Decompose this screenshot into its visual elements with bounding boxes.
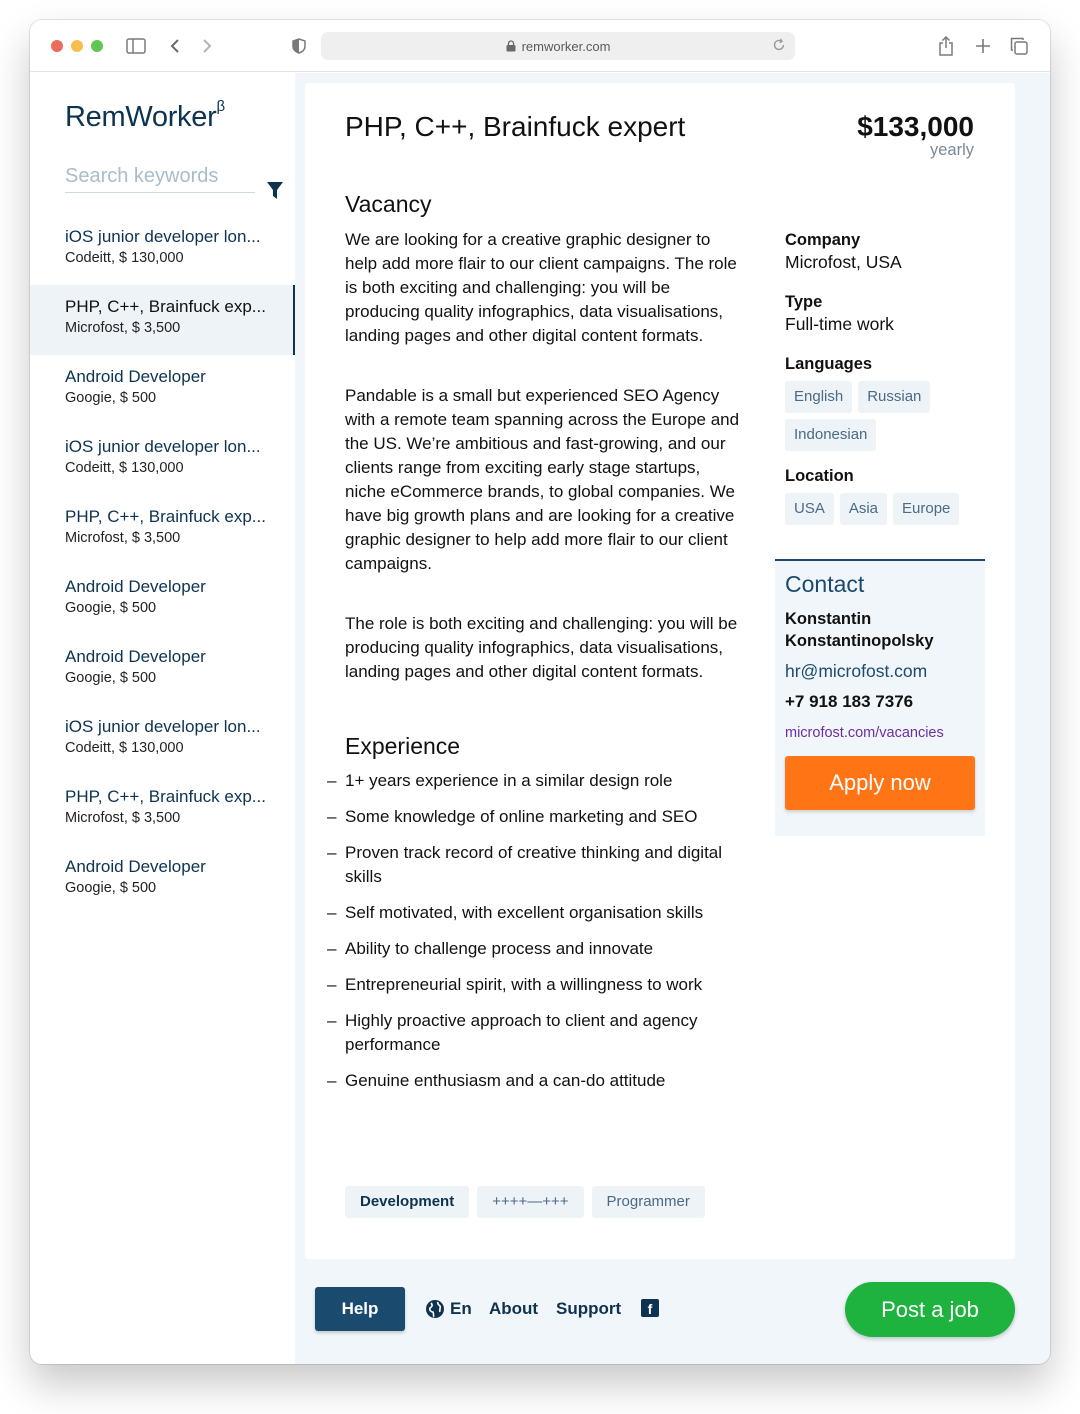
language-chip[interactable]: Indonesian bbox=[785, 419, 876, 451]
sidebar-job-item[interactable] bbox=[30, 635, 295, 705]
experience-text: Entrepreneurial spirit, with a willingness to work bbox=[345, 975, 703, 994]
language-label: En bbox=[450, 1299, 472, 1318]
experience-item bbox=[327, 1069, 747, 1093]
location-label: Location bbox=[785, 467, 854, 485]
experience-text: Some knowledge of online marketing and SEO bbox=[345, 807, 698, 826]
job-item-company-salary: Googie, $ 500 bbox=[65, 390, 157, 406]
contact-heading: Contact bbox=[785, 571, 865, 597]
job-item-title: iOS junior developer lon... bbox=[65, 717, 261, 736]
sidebar-job-item[interactable] bbox=[30, 705, 295, 775]
language-chip[interactable]: English bbox=[785, 381, 852, 413]
vacancy-paragraph: The role is both exciting and challenging: you will be producing quality infographics, data visualisations, landing pages and other digital content formats. bbox=[345, 614, 738, 681]
job-item-company-salary: Microfost, $ 3,500 bbox=[65, 530, 181, 546]
job-item-title: PHP, C++, Brainfuck exp... bbox=[65, 507, 266, 526]
minimize-window-button[interactable] bbox=[71, 40, 83, 52]
logo-beta: β bbox=[216, 98, 225, 116]
company-value: Microfost, USA bbox=[785, 252, 902, 272]
languages-label: Languages bbox=[785, 355, 873, 373]
experience-item bbox=[327, 805, 747, 829]
browser-window bbox=[30, 20, 1050, 1364]
contact-name: Konstantin Konstantinopolsky bbox=[785, 610, 934, 650]
language-selector[interactable] bbox=[425, 1298, 472, 1320]
location-chip[interactable]: Europe bbox=[893, 493, 959, 525]
sidebar bbox=[30, 73, 295, 1364]
close-window-button[interactable] bbox=[51, 40, 63, 52]
sidebar-job-item[interactable] bbox=[30, 565, 295, 635]
post-job-button[interactable]: Post a job bbox=[845, 1282, 1015, 1337]
job-tag[interactable]: ++++—+++ bbox=[477, 1186, 583, 1218]
salary-period: yearly bbox=[929, 141, 974, 159]
back-arrow-icon[interactable] bbox=[163, 34, 187, 58]
job-list bbox=[30, 215, 295, 915]
experience-text: 1+ years experience in a similar design role bbox=[345, 771, 673, 790]
job-details bbox=[785, 229, 985, 535]
dash-bullet: – bbox=[327, 807, 337, 826]
job-item-title: iOS junior developer lon... bbox=[65, 227, 261, 246]
share-icon[interactable] bbox=[934, 34, 958, 58]
experience-text: Highly proactive approach to client and agency performance bbox=[345, 1011, 698, 1054]
address-bar[interactable] bbox=[321, 32, 795, 60]
main-area bbox=[295, 73, 1050, 1364]
forward-arrow-icon[interactable] bbox=[195, 34, 219, 58]
search-input[interactable]: Search keywords bbox=[65, 161, 255, 193]
logo[interactable] bbox=[65, 98, 225, 134]
reload-icon[interactable] bbox=[772, 38, 786, 55]
job-item-title: Android Developer bbox=[65, 857, 206, 876]
sidebar-toggle-icon[interactable] bbox=[124, 34, 148, 58]
globe-icon bbox=[425, 1299, 445, 1319]
sidebar-job-item[interactable] bbox=[30, 215, 295, 285]
sidebar-job-item[interactable] bbox=[30, 355, 295, 425]
location-chip[interactable]: USA bbox=[785, 493, 834, 525]
sidebar-job-item[interactable] bbox=[30, 775, 295, 845]
dash-bullet: – bbox=[327, 1011, 337, 1030]
about-link[interactable]: About bbox=[489, 1299, 539, 1318]
vacancy-paragraph: We are looking for a creative graphic designer to help add more flair to our client campaigns. The role is both exciting and challenging: you will be producing quality infographics, data visualisations, landing pages and other digital content formats. bbox=[345, 230, 737, 345]
language-chip[interactable]: Russian bbox=[858, 381, 930, 413]
job-item-title: Android Developer bbox=[65, 577, 206, 596]
job-tag[interactable]: Programmer bbox=[592, 1186, 705, 1218]
experience-item bbox=[327, 1009, 747, 1057]
privacy-shield-icon[interactable] bbox=[287, 34, 311, 58]
tab-overview-icon[interactable] bbox=[1007, 34, 1031, 58]
experience-item bbox=[327, 901, 747, 925]
job-item-title: PHP, C++, Brainfuck exp... bbox=[65, 297, 266, 316]
experience-text: Genuine enthusiasm and a can-do attitude bbox=[345, 1071, 666, 1090]
dash-bullet: – bbox=[327, 939, 337, 958]
job-card bbox=[305, 83, 1015, 1259]
job-item-company-salary: Codeitt, $ 130,000 bbox=[65, 460, 184, 476]
job-tag[interactable]: Development bbox=[345, 1186, 469, 1218]
experience-item bbox=[327, 973, 747, 997]
vacancy-paragraph: Pandable is a small but experienced SEO Agency with a remote team spanning across the Europe and the US. We’re ambitious and fast-growing, and our clients range from exciting early stage startups, niche eCommerce brands, to global companies. We have big growth plans and are looking for a creative graphic designer to help add more flair to our client campaigns. bbox=[345, 386, 740, 573]
experience-text: Ability to challenge process and innovate bbox=[345, 939, 654, 958]
job-item-title: iOS junior developer lon... bbox=[65, 437, 261, 456]
filter-icon[interactable] bbox=[266, 181, 284, 201]
job-item-company-salary: Googie, $ 500 bbox=[65, 670, 157, 686]
vacancy-heading: Vacancy bbox=[345, 191, 432, 217]
job-item-title: Android Developer bbox=[65, 367, 206, 386]
dash-bullet: – bbox=[327, 975, 337, 994]
sidebar-job-item[interactable] bbox=[30, 845, 295, 915]
dash-bullet: – bbox=[327, 1071, 337, 1090]
support-link[interactable]: Support bbox=[556, 1299, 622, 1318]
contact-phone[interactable]: +7 918 183 7376 bbox=[785, 692, 914, 711]
facebook-icon[interactable]: f bbox=[641, 1299, 659, 1317]
experience-list bbox=[327, 769, 747, 1105]
job-tags bbox=[345, 1186, 705, 1218]
job-salary: $133,000 bbox=[857, 111, 974, 142]
type-value: Full-time work bbox=[785, 314, 894, 334]
experience-text: Proven track record of creative thinking and digital skills bbox=[345, 843, 723, 886]
location-chips bbox=[785, 493, 985, 525]
job-item-company-salary: Microfost, $ 3,500 bbox=[65, 320, 181, 336]
experience-item bbox=[327, 841, 747, 889]
experience-item bbox=[327, 937, 747, 961]
job-item-title: Android Developer bbox=[65, 647, 206, 666]
job-item-company-salary: Microfost, $ 3,500 bbox=[65, 810, 181, 826]
contact-email[interactable]: hr@microfost.com bbox=[785, 661, 928, 681]
sidebar-job-item[interactable] bbox=[30, 285, 295, 355]
url-text: remworker.com bbox=[521, 38, 611, 54]
help-button[interactable]: Help bbox=[315, 1287, 405, 1331]
language-chips bbox=[785, 381, 985, 451]
apply-now-button[interactable]: Apply now bbox=[785, 756, 975, 810]
contact-link[interactable]: microfost.com/vacancies bbox=[785, 725, 944, 741]
job-item-company-salary: Codeitt, $ 130,000 bbox=[65, 250, 184, 266]
sidebar-job-item[interactable] bbox=[30, 425, 295, 495]
job-item-company-salary: Googie, $ 500 bbox=[65, 880, 157, 896]
experience-text: Self motivated, with excellent organisation skills bbox=[345, 903, 704, 922]
dash-bullet: – bbox=[327, 903, 337, 922]
contact-box bbox=[775, 559, 985, 836]
type-label: Type bbox=[785, 293, 823, 311]
dash-bullet: – bbox=[327, 771, 337, 790]
zoom-window-button[interactable] bbox=[91, 40, 103, 52]
sidebar-job-item[interactable] bbox=[30, 495, 295, 565]
location-chip[interactable]: Asia bbox=[840, 493, 887, 525]
new-tab-plus-icon[interactable] bbox=[971, 34, 995, 58]
job-title: PHP, C++, Brainfuck expert bbox=[345, 111, 686, 142]
job-item-company-salary: Googie, $ 500 bbox=[65, 600, 157, 616]
logo-text: RemWorker bbox=[65, 101, 217, 133]
experience-item bbox=[327, 769, 747, 793]
experience-heading: Experience bbox=[345, 733, 461, 759]
job-item-title: PHP, C++, Brainfuck exp... bbox=[65, 787, 266, 806]
company-label: Company bbox=[785, 231, 861, 249]
browser-toolbar bbox=[30, 20, 1050, 72]
job-item-company-salary: Codeitt, $ 130,000 bbox=[65, 740, 184, 756]
lock-icon bbox=[506, 40, 516, 52]
dash-bullet: – bbox=[327, 843, 337, 862]
